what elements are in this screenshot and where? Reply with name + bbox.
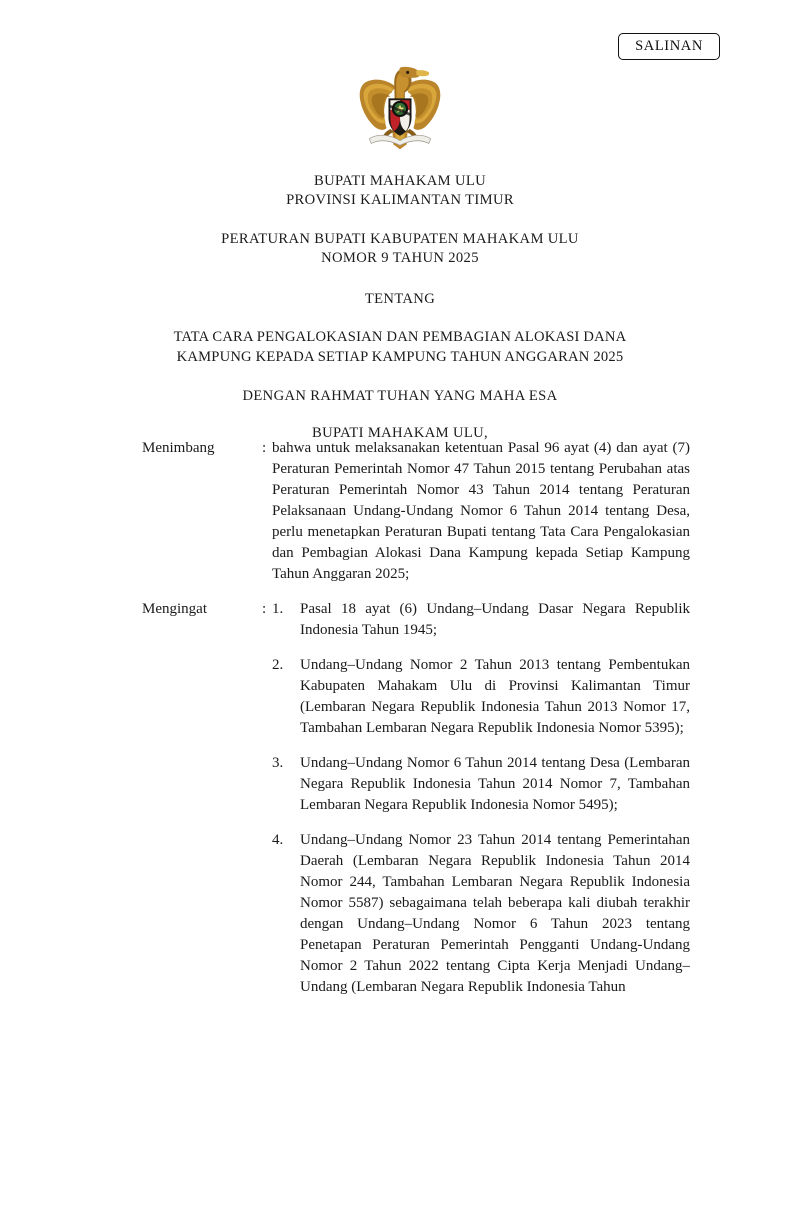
menimbang-label: Menimbang [142,440,215,456]
mengingat-label: Mengingat [142,601,207,617]
spacer [0,406,800,424]
menimbang-colon: : [262,440,267,456]
heading-line-nomor: NOMOR 9 TAHUN 2025 [321,250,479,266]
menimbang-paragraph: bahwa untuk melaksanakan ketentuan Pasal 96 ayat (4) dan ayat (7) Peraturan Pemerintah Nomor 47 Tahun 2015 tentang Perubahan atas Peraturan Pemerintah Nomor 43 Tahun 2014 tentang Peraturan Pelaksanaan Undang-Undang Nomor 6 Tahun 2014 tentang Desa, perlu menetapkan Peraturan Bupati tentang Tata Cara Pengalokasian dan Pembagian Alokasi Dana Kampung kepada Setiap Kampung Tahun Anggaran 2025; [272,440,690,582]
mengingat-item-number: 4. [272,832,284,848]
document-body [142,438,690,1012]
garuda-pancasila-icon [352,58,448,154]
mengingat-item-text: Undang–Undang Nomor 2 Tahun 2013 tentang Pembentukan Kabupaten Mahakam Ulu di Provinsi Kalimantan Timur (Lembaran Negara Republik Indonesia Tahun 2013 Nomor 17, Tambahan Lembaran Negara Republik Indonesia Nomor 5395); [300,657,690,736]
spacer [0,309,800,327]
heading-officer: BUPATI MAHAKAM ULU, [312,425,488,441]
mengingat-item-number: 1. [272,601,284,617]
mengingat-list-item [272,753,690,816]
heading-subject-line-1: TATA CARA PENGALOKASIAN DAN PEMBAGIAN ALOKASI DANA [173,329,627,345]
mengingat-item-text: Undang–Undang Nomor 6 Tahun 2014 tentang Desa (Lembaran Negara Republik Indonesia Tahun 2014 Nomor 7, Tambahan Lembaran Negara Republik Indonesia Nomor 5495); [300,755,690,813]
mengingat-list-item [272,830,690,998]
mengingat-row [142,599,690,998]
menimbang-row [142,438,690,585]
mengingat-list [272,599,690,998]
heading-line-provinsi: PROVINSI KALIMANTAN TIMUR [286,192,514,208]
mengingat-colon: : [262,601,267,617]
mengingat-item-text: Pasal 18 ayat (6) Undang–Undang Dasar Negara Republik Indonesia Tahun 1945; [300,601,690,638]
spacer [0,367,800,387]
heading-tentang: TENTANG [364,291,436,307]
mengingat-content [272,599,690,998]
salinan-label: SALINAN [635,38,703,54]
mengingat-item-text: Undang–Undang Nomor 23 Tahun 2014 tentang Pemerintahan Daerah (Lembaran Negara Republik Indonesia Tahun 2014 Nomor 244, Tambahan Lembaran Negara Republik Indonesia Nomor 5587) sebagaimana telah beberapa kali diubah terakhir dengan Undang–Undang Nomor 6 Tahun 2023 tentang Penetapan Peraturan Pemerintah Pengganti Undang-Undang Nomor 2 Tahun 2022 tentang Cipta Kerja Menjadi Undang–Undang (Lembaran Negara Republik Indonesia Tahun [300,832,690,995]
mengingat-item-number: 3. [272,755,284,771]
mengingat-list-item [272,599,690,641]
menimbang-content [272,438,690,585]
heading-line-peraturan: PERATURAN BUPATI KABUPATEN MAHAKAM ULU [221,231,579,247]
spacer [0,268,800,290]
heading-subject-line-2: KAMPUNG KEPADA SETIAP KAMPUNG TAHUN ANGGARAN 2025 [176,349,624,365]
emblem-container [0,58,800,154]
mengingat-item-number: 2. [272,657,284,673]
mengingat-list-item [272,655,690,739]
heading-blessing: DENGAN RAHMAT TUHAN YANG MAHA ESA [242,388,558,404]
salinan-stamp [618,33,720,60]
heading-line-bupati: BUPATI MAHAKAM ULU [314,173,486,189]
spacer [0,210,800,230]
document-heading [0,172,800,443]
